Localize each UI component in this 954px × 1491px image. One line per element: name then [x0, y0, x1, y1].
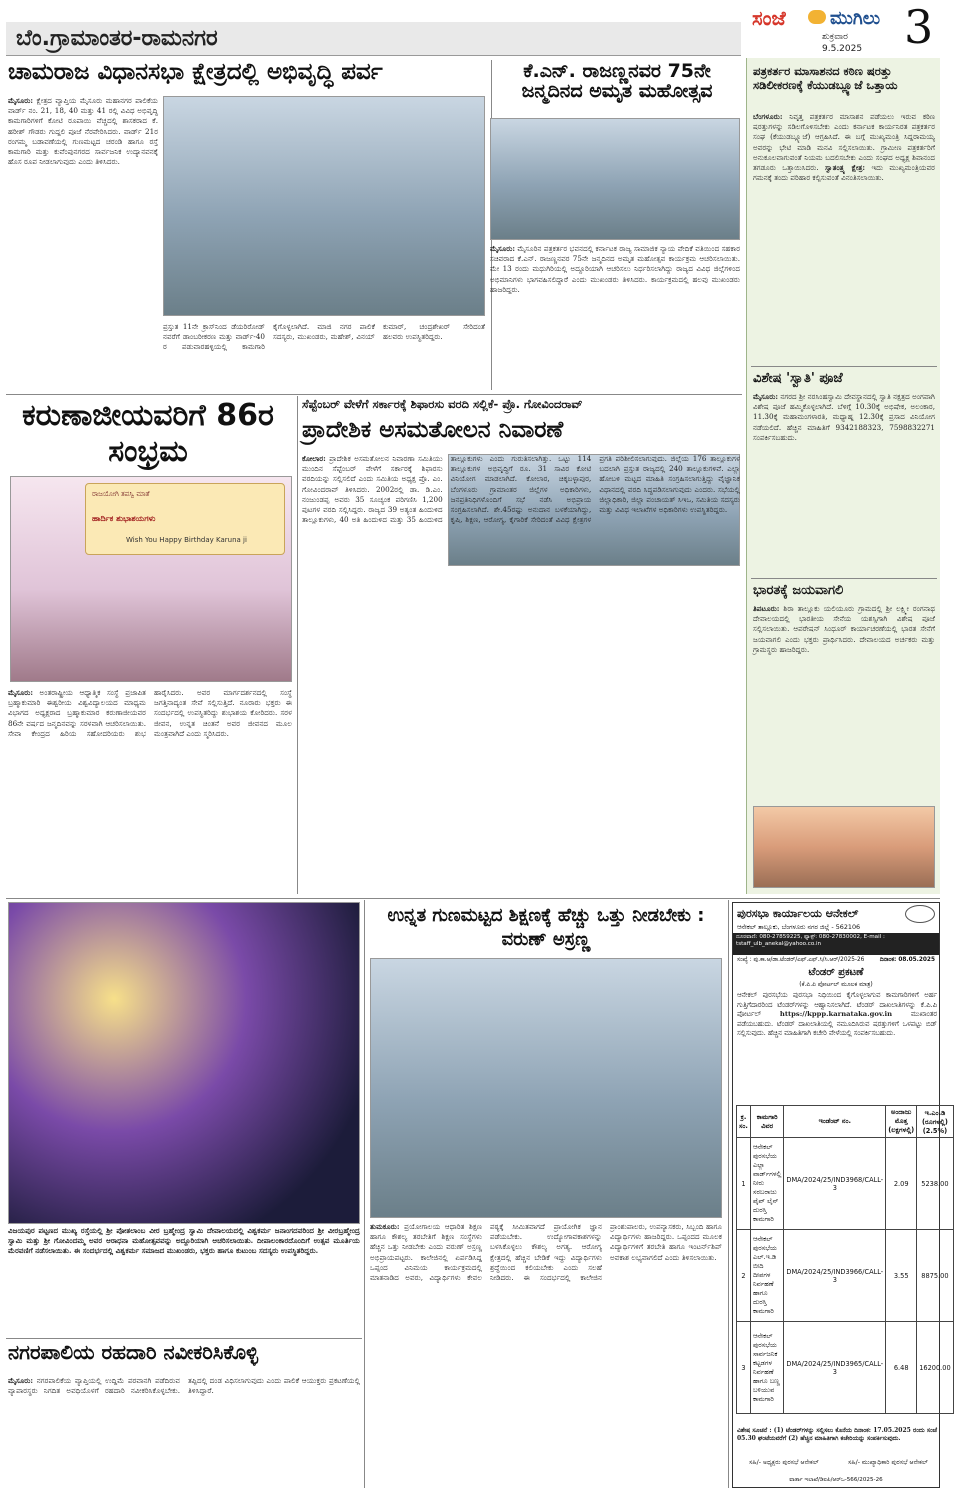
table-cell: ಆನೇಕಲ್ ಪುರಸಭೆಯ ಸಾರ್ವಜನಿಕ ಕಟ್ಟಡಗಳ ನಿರ್ವಹಣೆ ಹಾಗೂ ಬಣ್ಣ ಬಳಿಯುವ ಕಾಮಗಾರಿ — [750, 1322, 783, 1414]
tender-ref-date: ದಿನಾಂಕ: 08.05.2025 — [879, 957, 935, 963]
article1-text1: ಕ್ಷೇತ್ರದ ವ್ಯಾಪ್ತಿಯ ಮೈಸೂರು ಮಹಾನಗರ ಪಾಲಿಕೆಯ ವಾರ್ಡ್ ನಂ. 21, 18, 40 ಮತ್ತು 41 ರಲ್ಲಿ ವಿವಿಧ ಅಭಿವೃದ್ಧಿ ಕಾಮಗಾರಿಗಳಿಗೆ ಕೋಟಿ ರೂಪಾಯಿ ವೆಚ್ಚದಲ್ಲಿ ಶಾಸಕರಾದ ಕೆ. ಹರೀಶ್ ಗೌಡರು ಗುದ್ದಲಿ ಪೂಜೆ ನೆರವೇರಿಸಿದರು. ವಾರ್ಡ್ 21ರ ರಂಗಮ್ಮ ಬಡಾವಣೆಯಲ್ಲಿ ಗುಣಮಟ್ಟದ ಚರಂಡಿ ಹಾಗೂ ರಸ್ತೆ ಕಾಮಗಾರಿ ಮತ್ತು ಕುವೆಂಪುನಗರದ ಸಾರ್ವಜನಿಕ ಉದ್ಯಾನವನಕ್ಕೆ ಹೊಸ ರೂಪ ನೀಡಲಾಗುವುದು ಎಂದು ತಿಳಿಸಿದರು. — [8, 96, 158, 167]
tender-table-header — [737, 1106, 954, 1138]
table-cell: 3.55 — [886, 1230, 917, 1322]
article6-headline: ನಗರಪಾಲಿಯ ರಹದಾರಿ ನವೀಕರಿಸಿಕೊಳ್ಳಿ — [8, 1340, 259, 1364]
tender-col-indent: ಇಂಡೆಂಟ್ ನಂ. — [784, 1106, 886, 1138]
sidebar1-dateline: ಬೆಂಗಳೂರು: — [753, 112, 783, 121]
table-cell: ಆನೇಕಲ್ ಪುರಸಭೆಯ ಎಲ್ಲಾ ವಾರ್ಡ್‌ಗಳಲ್ಲಿ ನೀರು ಸರಬರಾಜು ಪೈಪ್ ಲೈನ್ ದುರಸ್ತಿ ಕಾಮಗಾರಿ — [750, 1138, 783, 1230]
right-sidebar — [746, 58, 940, 894]
sidebar1-text: ನಿವೃತ್ತ ಪತ್ರಕರ್ತರ ಮಾಸಾಶನ ಪಡೆಯಲು ಇರುವ ಕಠಿಣ ಷರತ್ತುಗಳನ್ನು ಸಡಿಲಗೊಳಿಸಬೇಕು ಎಂದು ಕರ್ನಾಟಕ ಕಾರ್ಯನಿರತ ಪತ್ರಕರ್ತರ ಸಂಘ (ಕೆಯುಡಬ್ಲ್ಯೂಜೆ) ಆಗ್ರಹಿಸಿದೆ. ಈ ಬಗ್ಗೆ ಮುಖ್ಯಮಂತ್ರಿ ಸಿದ್ದರಾಮಯ್ಯ ಅವರನ್ನು ಭೇಟಿ ಮಾಡಿ ಮನವಿ ಸಲ್ಲಿಸಲಾಯಿತು. ಗ್ರಾಮೀಣ ಪತ್ರಕರ್ತರಿಗೆ ಅನುಕೂಲವಾಗುವಂತೆ ನಿಯಮ ಬದಲಿಸಬೇಕು ಎಂದು ಸಂಘದ ಅಧ್ಯಕ್ಷ ಶಿವಾನಂದ ತಗಡೂರು ಒತ್ತಾಯಿಸಿದರು. — [753, 112, 935, 173]
sidebar3-text: ಶಿರಾ ತಾಲ್ಲೂಕು ಯಲಿಯೂರು ಗ್ರಾಮದಲ್ಲಿ ಶ್ರೀ ಲಕ್ಷ್ಮೀ ರಂಗನಾಥ ದೇವಾಲಯದಲ್ಲಿ ಭಾರತೀಯ ಸೇನೆಯ ಯಶಸ್ಸಿಗಾಗಿ ವಿಶೇಷ ಪೂಜೆ ಸಲ್ಲಿಸಲಾಯಿತು. ಆಪರೇಷನ್ ಸಿಂಧೂರ್ ಕಾರ್ಯಾಚರಣೆಯಲ್ಲಿ ಭಾರತ ಸೇನೆಗೆ ಜಯವಾಗಲಿ ಎಂದು ಭಕ್ತರು ಪ್ರಾರ್ಥಿಸಿದರು. ದೇವಾಲಯದ ಅರ್ಚಕರು ಮತ್ತು ಗ್ರಾಮಸ್ಥರು ಹಾಜರಿದ್ದರು. — [753, 604, 935, 654]
tender-sign-right: ಸಹಿ/- ಮುಖ್ಯಾಧಿಕಾರಿ ಪುರಸಭೆ ಆನೇಕಲ್ — [848, 1459, 928, 1466]
tender-office: ಪುರಸಭಾ ಕಾರ್ಯಾಲಯ ಆನೇಕಲ್ — [737, 907, 859, 920]
article5-photo — [8, 902, 360, 1224]
tender-ref: ಸಂಖ್ಯೆ : ಪು.ಕಾ.ಆ/ಡಾ.ಟೆಂಡರ್/ಎಫ್.ಎಫ್.ಸಿ/ಸಿ.ಆರ್/2025-26 — [737, 957, 865, 963]
article5-caption: ವಿಜಯಪುರ ಪಟ್ಟಣದ ಮುಖ್ಯ ರಸ್ತೆಯಲ್ಲಿ ಶ್ರೀ ಪೋತಲಾಂಬ ವೀರ ಬ್ರಹ್ಮೇಂದ್ರ ಸ್ವಾಮಿ ದೇವಾಲಯದಲ್ಲಿ ವಿಶ್ವಕರ್ಮ ಜನಾಂಗದವರಿಂದ ಶ್ರೀ ವೀರಬ್ರಹ್ಮೇಂದ್ರ ಸ್ವಾಮಿ ಮತ್ತು ಶ್ರೀ ಗೋವಿಂದಮ್ಮ ಅವರ ಆರಾಧನಾ ಮಹೋತ್ಸವವನ್ನು ಅದ್ದೂರಿಯಾಗಿ ಆಚರಿಸಲಾಯಿತು. ದೀಪಾಲಂಕಾರದೊಂದಿಗೆ ಉತ್ಸವ ಮೂರ್ತಿಯ ಮೆರವಣಿಗೆ ನಡೆಸಲಾಯಿತು. ಈ ಸಂದರ್ಭದಲ್ಲಿ ವಿಶ್ವಕರ್ಮ ಸಮಾಜದ ಮುಖಂಡರು, ಭಕ್ತರು ಹಾಗೂ ಕುಟುಂಬ ಸದಸ್ಯರು ಉಪಸ್ಥಿತರಿದ್ದರು. — [8, 1226, 360, 1256]
tender-address: ಆನೇಕಲ್ ತಾಲ್ಲೂಕು, ಬೆಂಗಳೂರು ನಗರ ಜಿಲ್ಲೆ - 562106 — [737, 923, 861, 931]
tender-sign-left: ಸಹಿ/- ಅಧ್ಯಕ್ಷರು ಪುರಸಭೆ ಆನೇಕಲ್ — [749, 1459, 819, 1466]
article2-body — [490, 244, 740, 390]
article7-photo — [370, 958, 722, 1218]
banner-line1: ರಾಜಯೋಗಿ ತಪಸ್ವಿ ಮಾತೆ — [92, 490, 150, 498]
article3-photo — [10, 476, 292, 682]
tender-emblem-icon — [905, 905, 935, 923]
article3-dateline: ಮೈಸೂರು: — [8, 688, 34, 697]
sidebar1-headline: ಪತ್ರಕರ್ತರ ಮಾಸಾಶನದ ಕಠಿಣ ಷರತ್ತು ಸಡಿಲೀಕರಣಕ್ಕೆ ಕೆಯುಡಬ್ಲ್ಯೂಜೆ ಒತ್ತಾಯ — [753, 64, 898, 92]
masthead-logo — [752, 6, 902, 54]
logo-left-text: ಸಂಜೆ — [752, 6, 786, 30]
tender-portal-link[interactable]: https://kppp.karnataka.gov.in — [779, 1010, 893, 1019]
tender-col-estimate: ಅಂದಾಜು ಮೊತ್ತ (ಲಕ್ಷಗಳಲ್ಲಿ) — [886, 1106, 917, 1138]
tender-contact: ದೂರವಾಣಿ: 080-27859225, ಫ್ಯಾಕ್ಸ್: 080-27830002, E-mail : tstaff_ulb_anekal@yahoo.co.in — [736, 934, 885, 947]
sidebar3-headline: ಭಾರತಕ್ಕೆ ಜಯವಾಗಲಿ — [753, 583, 844, 598]
table-cell: 5238.00 — [917, 1138, 953, 1230]
tender-dip: ವಾರ್ತಾ ಇಲಾಖೆ/ಡಿಐಪಿ/ಆರ್‌ಒ-566/2025-26 — [789, 1477, 883, 1483]
article1-headline: ಚಾಮರಾಜ ವಿಧಾನಸಭಾ ಕ್ಷೇತ್ರದಲ್ಲಿ ಅಭಿವೃದ್ಧಿ ಪರ್ವ — [8, 59, 383, 85]
tender-col-work: ಕಾಮಗಾರಿ ವಿವರ — [750, 1106, 783, 1138]
table-row — [737, 1322, 954, 1414]
article2-dateline: ಮೈಸೂರು: — [490, 244, 516, 253]
table-cell: 6.48 — [886, 1322, 917, 1414]
tender-notice-title: ಟೆಂಡರ್ ಪ್ರಕಟಣೆ — [808, 967, 864, 978]
sidebar2-headline: ವಿಶೇಷ 'ಸ್ವಾತಿ' ಪೂಜೆ — [753, 371, 843, 386]
sidebar2-phone: 9342188323, 7598832271 ಸಂಪರ್ಕಿಸಬಹುದು. — [753, 422, 935, 442]
tender-table — [736, 1105, 954, 1414]
logo-right-text: ಮುಗಿಲು — [830, 8, 881, 29]
article4-body — [302, 454, 740, 894]
table-cell: 2 — [737, 1230, 751, 1322]
article3-text: ಅಂತರಾಷ್ಟ್ರೀಯ ಆಧ್ಯಾತ್ಮಿಕ ಸಂಸ್ಥೆ ಪ್ರಜಾಪಿತ ಬ್ರಹ್ಮಾಕುಮಾರಿ ಈಶ್ವರೀಯ ವಿಶ್ವವಿದ್ಯಾಲಯದ ಮಾಧ್ಯಮ ವಿಭಾಗದ ಅಧ್ಯಕ್ಷರಾದ ಬ್ರಹ್ಮಾಕುಮಾರ ಕರುಣಾಜೀಯವರ 86ನೇ ವರ್ಷದ ಜನ್ಮದಿನವನ್ನು ಸರಳವಾಗಿ ಆಚರಿಸಲಾಯಿತು. ಸೇವಾ ಕೇಂದ್ರದ ಹಿರಿಯ ಸಹೋದರಿಯರು ಶುಭ ಹಾರೈಸಿದರು. ಅವರ ಮಾರ್ಗದರ್ಶನದಲ್ಲಿ ಸಂಸ್ಥೆ ಜಗತ್ತಿನಾದ್ಯಂತ ಸೇವೆ ಸಲ್ಲಿಸುತ್ತಿದೆ. ನೂರಾರು ಭಕ್ತರು ಈ ಸಂದರ್ಭದಲ್ಲಿ ಉಪಸ್ಥಿತರಿದ್ದು ಶುಭಾಶಯ ಕೋರಿದರು. ಸರಳ ಜೀವನ, ಉನ್ನತ ಚಿಂತನೆ ಅವರ ಜೀವನದ ಮೂಲ ಮಂತ್ರವಾಗಿದೆ ಎಂದು ಸ್ಮರಿಸಿದರು. — [8, 688, 292, 738]
section-title: ಬೆಂ.ಗ್ರಾಮಾಂತರ-ರಾಮನಗರ — [16, 26, 218, 51]
article1-photo — [163, 96, 485, 316]
article2-headline: ಕೆ.ಎನ್. ರಾಜಣ್ಣನವರ 75ನೇ ಜನ್ಮದಿನದ ಅಮೃತ ಮಹೋತ್ಸವ — [521, 60, 713, 102]
banner-line3: Wish You Happy Birthday Karuna ji — [126, 536, 247, 544]
table-cell: DMA/2024/25/IND3968/CALL-3 — [784, 1138, 886, 1230]
article6-dateline: ಮೈಸೂರು: — [8, 1376, 34, 1385]
tender-contact-bar — [733, 933, 939, 955]
tender-footer: ವಿಶೇಷ ಸೂಚನೆ : (1) ಟೆಂಡರ್‌ಗಳನ್ನು ಸಲ್ಲಿಸಲು ಕೊನೆಯ ದಿನಾಂಕ: 17.05.2025 ರಂದು ಸಂಜೆ 05.30 ಘಂಟೆಯವರೆಗೆ (2) ಹೆಚ್ಚಿನ ಮಾಹಿತಿಗಾಗಿ ಕಚೇರಿಯನ್ನು ಸಂಪರ್ಕಿಸುವುದು. — [737, 1427, 937, 1442]
sidebar2-dateline: ಮೈಸೂರು: — [753, 392, 779, 401]
tender-table-wrap — [736, 1105, 951, 1414]
table-row — [737, 1138, 954, 1230]
tender-notice-sub: (ಕೆ.ಪಿ.ಪಿ ಪೋರ್ಟಲ್ ಮೂಲಕ ಮಾತ್ರ) — [799, 981, 873, 988]
article7-body — [370, 1222, 722, 1488]
tender-col-emd: ಇ.ಎಂ.ಡಿ (ರೂಗಳಲ್ಲಿ) (2.5%) — [917, 1106, 953, 1138]
sidebar2-body — [753, 392, 935, 572]
sidebar1-body — [753, 112, 935, 362]
section-header — [6, 22, 741, 56]
table-cell: 3 — [737, 1322, 751, 1414]
article3-headline: ಕರುಣಾಜೀಯವರಿಗೆ 86ರ ಸಂಭ್ರಮ — [22, 398, 274, 469]
table-cell: DMA/2024/25/IND3965/CALL-3 — [784, 1322, 886, 1414]
table-cell: DMA/2024/25/IND3966/CALL-3 — [784, 1230, 886, 1322]
page-number: 3 — [904, 0, 934, 54]
tender-intro2: ಮುಖಾಂತರ ಪಡೆಯಬಹುದು. ಟೆಂಡರ್ ದಾಖಲಾತಿಯಲ್ಲಿ ನಮೂದಿಸಿರುವ ಷರತ್ತುಗಳಿಗೆ ಒಳಪಟ್ಟು ಬಿಡ್ ಸಲ್ಲಿಸುವುದು. ಹೆಚ್ಚಿನ ಮಾಹಿತಿಗಾಗಿ ಕಚೇರಿ ವೇಳೆಯಲ್ಲಿ ಸಂಪರ್ಕಿಸಬಹುದು. — [737, 1010, 937, 1038]
issue-date: 9.5.2025 — [822, 44, 863, 54]
tender-col-sl: ಕ್ರ. ಸಂ. — [737, 1106, 751, 1138]
birthday-banner — [85, 483, 285, 555]
article6-body — [8, 1376, 360, 1486]
sidebar3-dateline: ತಿಪಟೂರು: — [753, 604, 780, 613]
sidebar1-label: ಸ್ವಾತಂತ್ರ್ಯ ಕ್ಷೇತ್ರ: — [825, 163, 866, 173]
article2-photo — [490, 118, 740, 240]
article4-headline: ಪ್ರಾದೇಶಿಕ ಅಸಮತೋಲನ ನಿವಾರಣೆ — [302, 417, 564, 443]
table-row — [737, 1230, 954, 1322]
article7-headline: ಉನ್ನತ ಗುಣಮಟ್ಟದ ಶಿಕ್ಷಣಕ್ಕೆ ಹೆಚ್ಚು ಒತ್ತು ನೀಡಬೇಕು : ವರುಣ್ ಅಸ್ರಣ್ಣ — [387, 905, 705, 950]
article4-kicker: ಸೆಪ್ಟೆಂಬರ್ ವೇಳೆಗೆ ಸರ್ಕಾರಕ್ಕೆ ಶಿಫಾರಸು ವರದಿ ಸಲ್ಲಿಕೆ- ಪ್ರೊ. ಗೋವಿಂದರಾವ್ — [302, 397, 583, 411]
article4-dateline: ಕೋಲಾರ: — [302, 454, 326, 463]
tender-intro-block — [737, 991, 937, 1101]
table-cell: 16200.00 — [917, 1322, 953, 1414]
sidebar1-text2: ಇದು ಮುಖ್ಯಮಂತ್ರಿಯವರ ಗಮನಕ್ಕೆ ತಂದು ಪರಿಹಾರ ಕಲ್ಪಿಸುವಂತೆ ವಿನಂತಿಸಲಾಯಿತು. — [753, 163, 935, 183]
table-cell: 2.09 — [886, 1138, 917, 1230]
article2-text: ಮೈಸೂರಿನ ಪತ್ರಕರ್ತರ ಭವನದಲ್ಲಿ ಕರ್ನಾಟಕ ರಾಜ್ಯ ಸಾಮಾಜಿಕ ನ್ಯಾಯ ವೇದಿಕೆ ವತಿಯಿಂದ ಸಹಕಾರ ಸಚಿವರಾದ ಕೆ.ಎನ್. ರಾಜಣ್ಣನವರ 75ನೇ ಜನ್ಮದಿನದ ಅಮೃತ ಮಹೋತ್ಸವ ಕಾರ್ಯಕ್ರಮ ಆಚರಿಸಲಾಯಿತು. ಮೇ 13 ರಂದು ಮಧುಗಿರಿಯಲ್ಲಿ ಅದ್ದೂರಿಯಾಗಿ ಆಚರಿಸಲು ನಿರ್ಧರಿಸಲಾಗಿದ್ದು ರಾಜ್ಯದ ವಿವಿಧ ಜಿಲ್ಲೆಗಳಿಂದ ಅಭಿಮಾನಿಗಳು ಭಾಗವಹಿಸಲಿದ್ದಾರೆ ಎಂದು ಮುಖಂಡರು ತಿಳಿಸಿದರು. ಕಾರ್ಯಕ್ರಮದಲ್ಲಿ ಹಲವು ಮುಖಂಡರು ಹಾಜರಿದ್ದರು. — [490, 244, 740, 294]
sidebar3-photo — [753, 806, 935, 888]
banner-line2: ಹಾರ್ದಿಕ ಶುಭಾಶಯಗಳು — [92, 514, 156, 523]
issue-day: ಶುಕ್ರವಾರ — [822, 32, 848, 42]
article4-text: ಪ್ರಾದೇಶಿಕ ಅಸಮತೋಲನ ನಿವಾರಣಾ ಸಮಿತಿಯು ಮುಂದಿನ ಸೆಪ್ಟೆಂಬರ್ ವೇಳೆಗೆ ಸರ್ಕಾರಕ್ಕೆ ಶಿಫಾರಸು ವರದಿಯನ್ನು ಸಲ್ಲಿಸಲಿದೆ ಎಂದು ಸಮಿತಿಯ ಅಧ್ಯಕ್ಷ ಪ್ರೊ. ಎಂ. ಗೋವಿಂದರಾವ್ ತಿಳಿಸಿದರು. 2002ರಲ್ಲಿ ಡಾ. ಡಿ.ಎಂ. ನಂಜುಂಡಪ್ಪ ಅವರು 35 ಸೂಚ್ಯಂಕ ಪರಿಗಣಿಸಿ 1,200 ಪುಟಗಳ ವರದಿ ಸಲ್ಲಿಸಿದ್ದರು. ರಾಜ್ಯದ 39 ಅತ್ಯಂತ ಹಿಂದುಳಿದ ತಾಲ್ಲೂಕುಗಳು, 40 ಅತಿ ಹಿಂದುಳಿದ ಮತ್ತು 35 ಹಿಂದುಳಿದ ತಾಲ್ಲೂಕುಗಳು ಎಂದು ಗುರುತಿಸಲಾಗಿತ್ತು. ಒಟ್ಟು 114 ತಾಲ್ಲೂಕುಗಳ ಅಭಿವೃದ್ಧಿಗೆ ರೂ. 31 ಸಾವಿರ ಕೋಟಿ ವಿನಿಯೋಗ ಮಾಡಲಾಗಿದೆ. ಕೋಲಾರ, ಚಿಕ್ಕಬಳ್ಳಾಪುರ, ಬೆಂಗಳೂರು ಗ್ರಾಮಾಂತರ ಜಿಲ್ಲೆಗಳ ಅಧಿಕಾರಿಗಳು, ಜನಪ್ರತಿನಿಧಿಗಳೊಂದಿಗೆ ಸಭೆ ನಡೆಸಿ ಅಭಿಪ್ರಾಯ ಸಂಗ್ರಹಿಸಲಾಗಿದೆ. ಶೇ.45ರಷ್ಟು ಅನುದಾನ ಬಳಕೆಯಾಗಿದ್ದು, ಕೃಷಿ, ಶಿಕ್ಷಣ, ಆರೋಗ್ಯ, ಕೈಗಾರಿಕೆ ಸೇರಿದಂತೆ ವಿವಿಧ ಕ್ಷೇತ್ರಗಳ ಪ್ರಗತಿ ಪರಿಶೀಲಿಸಲಾಗುವುದು. ಜಿಲ್ಲೆಯ 176 ತಾಲ್ಲೂಕುಗಳ ಬದಲಾಗಿ ಪ್ರಸ್ತುತ ರಾಜ್ಯದಲ್ಲಿ 240 ತಾಲ್ಲೂಕುಗಳಿವೆ. ಎಲ್ಲಾ ಹೋಬಳಿ ಮಟ್ಟದ ಮಾಹಿತಿ ಸಂಗ್ರಹಿಸಲಾಗುತ್ತಿದ್ದು ವೈಜ್ಞಾನಿಕ ವಿಧಾನದಲ್ಲಿ ವರದಿ ಸಿದ್ಧಪಡಿಸಲಾಗುವುದು ಎಂದರು. ಸಭೆಯಲ್ಲಿ ಜಿಲ್ಲಾಧಿಕಾರಿ, ಜಿಲ್ಲಾ ಪಂಚಾಯತ್ ಸಿಇಒ, ಸಮಿತಿಯ ಸದಸ್ಯರು ಮತ್ತು ವಿವಿಧ ಇಲಾಖೆಗಳ ಅಧಿಕಾರಿಗಳು ಉಪಸ್ಥಿತರಿದ್ದರು. — [302, 454, 740, 525]
article6-text: ನಗರಪಾಲಿಕೆಯ ವ್ಯಾಪ್ತಿಯಲ್ಲಿ ಉದ್ದಿಮೆ ಪರವಾನಗಿ ಪಡೆದಿರುವ ವ್ಯಾಪಾರಸ್ಥರು ನಿಗದಿತ ಅವಧಿಯೊಳಗೆ ರಹದಾರಿ ನವೀಕರಿಸಿಕೊಳ್ಳಬೇಕು. ತಪ್ಪಿದಲ್ಲಿ ದಂಡ ವಿಧಿಸಲಾಗುವುದು ಎಂದು ಪಾಲಿಕೆ ಆಯುಕ್ತರು ಪ್ರಕಟಣೆಯಲ್ಲಿ ತಿಳಿಸಿದ್ದಾರೆ. — [8, 1376, 360, 1396]
table-cell: 1 — [737, 1138, 751, 1230]
logo-cloud-icon — [808, 10, 826, 24]
table-cell: 8875.00 — [917, 1230, 953, 1322]
table-cell: ಆನೇಕಲ್ ಪುರಸಭೆಯ ಎಲ್.ಇ.ಡಿ ಬೀದಿ ದೀಪಗಳ ನಿರ್ವಹಣೆ ಹಾಗೂ ದುರಸ್ತಿ ಕಾಮಗಾರಿ — [750, 1230, 783, 1322]
sidebar3-body — [753, 604, 935, 800]
article1-dateline: ಮೈಸೂರು: — [8, 96, 34, 105]
tender-intro: ಆನೇಕಲ್ ಪುರಸಭೆಯ ಪುರಸಭಾ ನಿಧಿಯಿಂದ ಕೈಗೊಳ್ಳಲಾಗುವ ಕಾಮಗಾರಿಗಳಿಗೆ ಅರ್ಹ ಗುತ್ತಿಗೆದಾರರಿಂದ ಟೆಂಡರ್‌ಗಳನ್ನು ಆಹ್ವಾನಿಸಲಾಗಿದೆ. ಟೆಂಡರ್ ದಾಖಲಾತಿಗಳನ್ನು ಕೆ.ಪಿ.ಪಿ ಪೋರ್ಟಲ್ — [737, 991, 937, 1019]
tender-notice — [732, 902, 951, 1488]
article7-text: ಪ್ರಯೋಗಾಲಯ ಆಧಾರಿತ ಶಿಕ್ಷಣ ಹಾಗೂ ಕೌಶಲ್ಯ ತರಬೇತಿಗೆ ಶಿಕ್ಷಣ ಸಂಸ್ಥೆಗಳು ಹೆಚ್ಚಿನ ಒತ್ತು ನೀಡಬೇಕು ಎಂದು ವರುಣ್ ಅಸ್ರಣ್ಣ ಅಭಿಪ್ರಾಯಪಟ್ಟರು. ಕಾಲೇಜಿನಲ್ಲಿ ಏರ್ಪಡಿಸಿದ್ದ ಒಪ್ಪಂದ ವಿನಿಮಯ ಕಾರ್ಯಕ್ರಮದಲ್ಲಿ ಮಾತನಾಡಿದ ಅವರು, ವಿದ್ಯಾರ್ಥಿಗಳು ಕೇವಲ ಪಠ್ಯಕ್ಕೆ ಸೀಮಿತವಾಗದೆ ಪ್ರಾಯೋಗಿಕ ಜ್ಞಾನ ಪಡೆಯಬೇಕು. ಉದ್ಯೋಗಾವಕಾಶಗಳನ್ನು ಬಳಸಿಕೊಳ್ಳಲು ಕೌಶಲ್ಯ ಅಗತ್ಯ. ಆರೋಗ್ಯ ಕ್ಷೇತ್ರದಲ್ಲಿ ಹೆಚ್ಚಿನ ಬೇಡಿಕೆ ಇದ್ದು ವಿದ್ಯಾರ್ಥಿಗಳು ಶ್ರದ್ಧೆಯಿಂದ ಕಲಿಯಬೇಕು ಎಂದು ಸಲಹೆ ನೀಡಿದರು. ಈ ಸಂದರ್ಭದಲ್ಲಿ ಕಾಲೇಜಿನ ಪ್ರಾಂಶುಪಾಲರು, ಉಪನ್ಯಾಸಕರು, ಸಿಬ್ಬಂದಿ ಹಾಗೂ ವಿದ್ಯಾರ್ಥಿಗಳು ಹಾಜರಿದ್ದರು. ಒಪ್ಪಂದದ ಮೂಲಕ ವಿದ್ಯಾರ್ಥಿಗಳಿಗೆ ತರಬೇತಿ ಹಾಗೂ ಇಂಟರ್ನ್‌ಶಿಪ್ ಅವಕಾಶ ಲಭ್ಯವಾಗಲಿದೆ ಎಂದು ತಿಳಿಸಲಾಯಿತು. — [370, 1222, 722, 1283]
article1-col2 — [163, 322, 485, 394]
sidebar2-text: ನಗರದ ಶ್ರೀ ನರಸಿಂಹಸ್ವಾಮಿ ದೇವಸ್ಥಾನದಲ್ಲಿ ಸ್ವಾತಿ ನಕ್ಷತ್ರದ ಅಂಗವಾಗಿ ವಿಶೇಷ ಪೂಜೆ ಹಮ್ಮಿಕೊಳ್ಳಲಾಗಿದೆ. ಬೆಳಿಗ್ಗೆ 10.30ಕ್ಕೆ ಅಭಿಷೇಕ, ಅಲಂಕಾರ, 11.30ಕ್ಕೆ ಮಹಾಮಂಗಳಾರತಿ, ಮಧ್ಯಾಹ್ನ 12.30ಕ್ಕೆ ಪ್ರಸಾದ ವಿನಿಯೋಗ ನಡೆಯಲಿದೆ. ಹೆಚ್ಚಿನ ಮಾಹಿತಿಗೆ — [753, 392, 935, 432]
article1-col1 — [8, 96, 158, 394]
article7-dateline: ತುಮಕೂರು: — [370, 1222, 400, 1231]
article1-text2: ಪ್ರಸ್ತುತ 11ನೇ ಕ್ರಾಸ್‌ನಿಂದ ಡೆಯರಿರೋಡ್ ನವರೆಗೆ ಡಾಂಬರೀಕರಣ ಮತ್ತು ವಾರ್ಡ್-40 ರ ಪಡುವಾರಹಳ್ಳಿಯಲ್ಲಿ ಕಾಮಗಾರಿ ಕೈಗೊಳ್ಳಲಾಗಿದೆ. ಮಾಜಿ ನಗರ ಪಾಲಿಕೆ ಸದಸ್ಯರು, ಮುಖಂಡರು, ಮಹೇಶ್, ವಿನಯ್ ಕುಮಾರ್, ಚಂದ್ರಶೇಖರ್ ಸೇರಿದಂತೆ ಹಲವರು ಉಪಸ್ಥಿತರಿದ್ದರು. — [163, 322, 485, 352]
article3-body — [8, 688, 292, 894]
